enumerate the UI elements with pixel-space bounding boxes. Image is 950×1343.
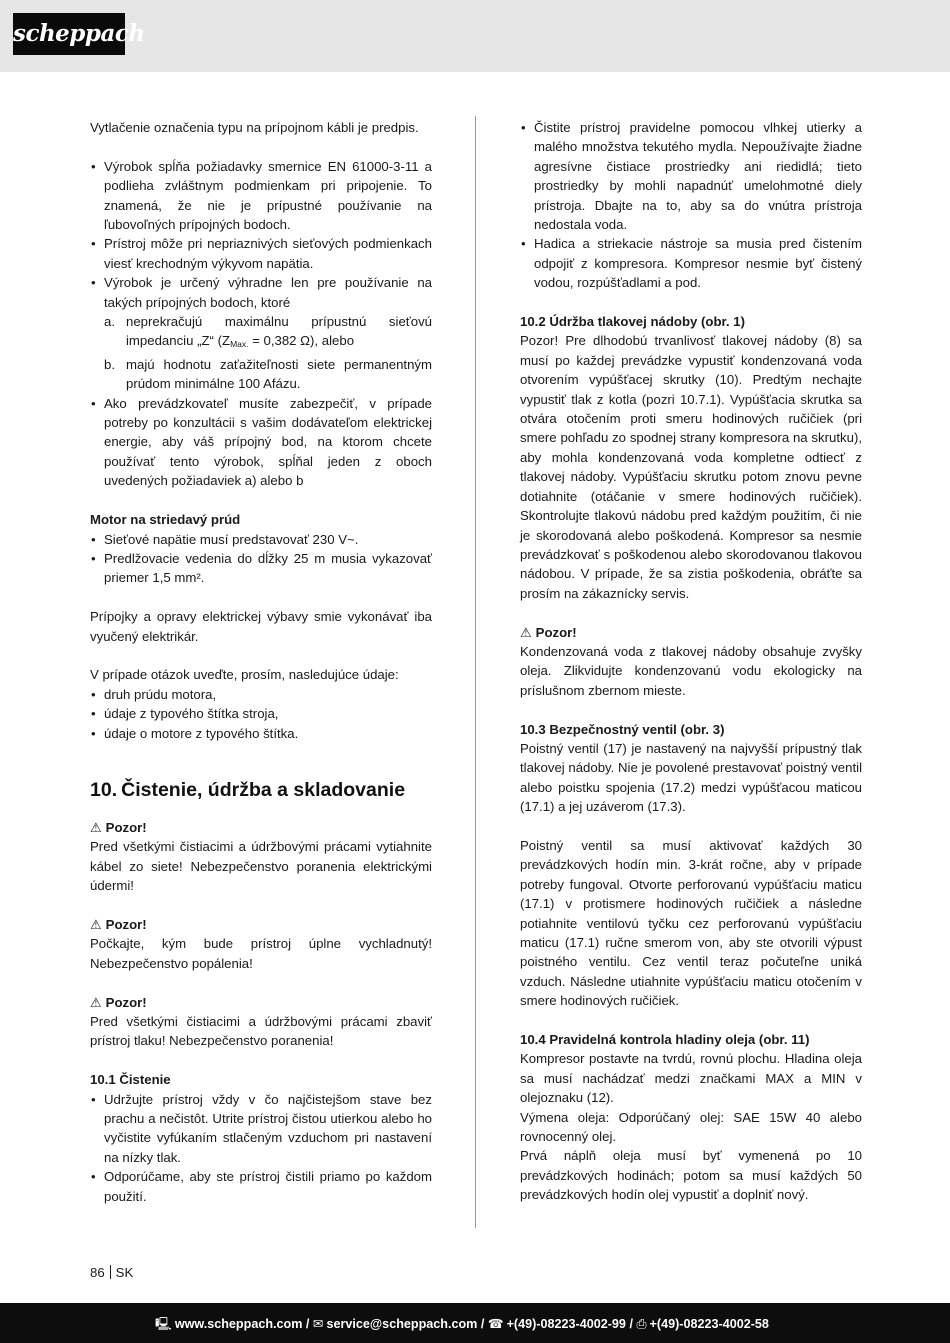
sub-item-a: a. neprekračujú maximálnu prípustnú sieťovú impedanciu „Z“ ($Z_{Max.} = 0,382$ Ω), alebo <box>104 314 432 350</box>
warning-text: Počkajte, kým bude prístroj úplne vychladnutý! Nebezpečenstvo popálenia! <box>90 936 432 971</box>
connections-paragraph: Prípojky a opravy elektrickej výbavy smie vykonávať iba vyučený elektrikár. <box>90 609 432 644</box>
list-item: • Hadica a striekacie nástroje sa musia pred čistením odpojiť z kompresora. Kompresor nesmie byť čistený vodou, rozpúšťadlami a pod. <box>520 234 862 292</box>
oil-paragraph: Prvá náplň oleja musí byť vymenená po 10 prevádzkových hodinách; potom sa musí každých 50 prevádzkových hodín olej vypustiť a doplniť nový. <box>520 1148 862 1203</box>
warning-text: Kondenzovaná voda z tlakovej nádoby obsahuje zvyšky oleja. Zlikvidujte kondenzovanú vodu ekologicky na príslušnom zbernom mieste. <box>520 643 862 698</box>
list-item: • Odporúčame, aby ste prístroj čistili priamo po každom použití. <box>90 1167 432 1206</box>
cleaning-list <box>90 1090 432 1206</box>
sub-item-marker: a. <box>104 314 115 330</box>
warning-title: ⚠ Pozor! <box>90 819 147 835</box>
valve-paragraph: Poistný ventil sa musí aktivovať každých 30 prevádzkových hodín min. 3-krát ročne, aby v prípade potreby fungoval. Otvorte perforovanú vypúšťaciu maticu (17.1) v protismere hodinových ručičiek a následne potiahnite ventilovú tyčku cez perforovanú vypúšťaciu maticu (17.1) ručne smerom von, aby ste otvorili výpust poistného ventilu. Cez ventil teraz počuteľne uniká vzduch. Následne utiahnite vypúšťaciu maticu otočením v smere hodinových ručičiek. <box>520 837 862 1009</box>
warning-title: ⚠ Pozor! <box>90 994 147 1010</box>
page-number: 86 SK <box>90 1265 134 1280</box>
oil-paragraph: Kompresor postavte na tvrdú, rovnú plochu. Hladina oleja sa musí nachádzať medzi značkami MAX a MIN v olejoznaku (12). <box>520 1051 862 1106</box>
sub-item-b: b. majú hodnotu zaťažiteľnosti siete permanentným prúdom minimálne 100 Afázu. <box>104 356 432 392</box>
cleaning-list-continued <box>520 118 862 293</box>
warning-title: ⚠ Pozor! <box>520 624 577 640</box>
list-item: • Udržujte prístroj vždy v čo najčistejšom stave bez prachu a nečistôt. Utrite prístroj čistou utierkou alebo ho vyčistite vyfúkaním stlačeným vzduchom pri nastavení na nízky tlak. <box>90 1090 432 1168</box>
fax-icon: ⎙ <box>636 1317 647 1331</box>
list-item: • Čistite prístroj pravidelne pomocou vlhkej utierky a malého množstva tekutého mydla. Nepoužívajte žiadne agresívne čistiace prostriedky ani riedidlá; tieto prostriedky by mohli napadnúť umelohmotné diely prístroja. Dbajte na to, aby sa do vnútra prístroja nedostala voda. <box>520 118 862 234</box>
right-column <box>520 118 862 1205</box>
sub-item-marker: b. <box>104 356 115 372</box>
column-divider <box>475 116 476 1228</box>
list-item: • údaje z typového štítka stroja, <box>90 704 432 723</box>
list-item: • Prístroj môže pri nepriaznivých sieťových podmienkach viesť krechodným výkyvom napätia. <box>90 234 432 273</box>
oil-heading: 10.4 Pravidelná kontrola hladiny oleja (obr. 11) <box>520 1032 810 1048</box>
warning-text: Pred všetkými čistiacimi a údržbovými prácami vytiahnite kábel zo siete! Nebezpečenstvo poranenia elektrickými údermi! <box>90 839 432 894</box>
list-item: • Výrobok je určený výhradne len pre používanie na takých prípojných bodoch, ktoré <box>90 273 432 312</box>
warning-triangle-icon: ⚠ <box>520 624 532 640</box>
computer-icon: 🖳 <box>155 1317 172 1331</box>
warning-text: Pred všetkými čistiacimi a údržbovými prácami zbaviť prístroj tlaku! Nebezpečenstvo poranenia! <box>90 1013 432 1049</box>
motor-list <box>90 530 432 588</box>
footer-contacts: 🖳 www.scheppach.com / ✉ service@scheppach.com / ☎ +(49)-08223-4002-99 / ⎙ +(49)-08223-4002-58 <box>155 1315 769 1336</box>
tank-heading: 10.2 Údržba tlakovej nádoby (obr. 1) <box>520 314 745 330</box>
questions-intro: V prípade otázok uveďte, prosím, nasledujúce údaje: <box>90 667 399 683</box>
tank-paragraph: Pozor! Pre dlhodobú trvanlivosť tlakovej nádoby (8) sa musí po každej prevádzke vypustiť kondenzovaná voda otvorením vypúšťacej skrutky (10). Predtým nechajte vypustiť tlak z kotla (pozri 10.7.1). Vypúšťacia skrutka sa otvára otočením proti smeru hodinových ručičiek (pri smere pohľadu zo spodnej strany kompresora na skrutku), aby mohla kondenzovaná voda kompletne odtiecť z tlakovej nádoby. Vypúšťaciu skrutku potom znovu pevne dotiahnite (otáčanie v smere hodinových ručičiek). Skontrolujte tlakovú nádobu pred každým použitím, či nie je skorodovaná alebo poškodená. Kompresor sa nesmie prevádzkovať s poškodenou alebo skorodovanou tlakovou nádobou. V prípade, že sa zistia poškodenia, obráťte sa prosím na zákaznícky servis. <box>520 333 862 601</box>
footer-band <box>0 1303 950 1343</box>
list-item: • druh prúdu motora, <box>90 685 432 704</box>
list-item: • Výrobok spĺňa požiadavky smernice EN 61000-3-11 a podlieha zvláštnym podmienkam pri pripojenie. To znamená, že nie je prípustné používanie na ľubovoľných prípojných bodoch. <box>90 157 432 235</box>
warning-triangle-icon: ⚠ <box>90 916 102 932</box>
footer-web[interactable]: www.scheppach.com <box>174 1317 303 1331</box>
header-band <box>0 0 950 72</box>
list-item: • údaje o motore z typového štítka. <box>90 724 432 743</box>
left-column <box>90 118 432 1206</box>
list-item: • Ako prevádzkovateľ musíte zabezpečiť, v prípade potreby po konzultácii s vašim dodávateľom elektrickej energie, aby váš prípojný bod, na ktorom chcete používať tento výrobok, spĺňal jeden z oboch uvedených požiadaviek a) alebo b <box>90 394 432 491</box>
list-item: • Predlžovacie vedenia do dĺžky 25 m musia vykazovať priemer 1,5 mm². <box>90 549 432 588</box>
scheppach-logo: scheppach <box>13 13 125 55</box>
footer-fax: +(49)-08223-4002-58 <box>649 1317 769 1331</box>
phone-icon: ☎ <box>487 1317 504 1331</box>
section-title: 10. Čistenie, údržba a skladovanie <box>90 778 406 801</box>
questions-list <box>90 685 432 743</box>
footer-phone: +(49)-08223-4002-99 <box>506 1317 626 1331</box>
warning-title: ⚠ Pozor! <box>90 916 147 932</box>
warning-triangle-icon: ⚠ <box>90 994 102 1010</box>
oil-paragraph: Výmena oleja: Odporúčaný olej: SAE 15W 40 alebo rovnocenný olej. <box>520 1109 862 1145</box>
mail-icon: ✉ <box>312 1317 324 1331</box>
motor-heading: Motor na striedavý prúd <box>90 512 241 528</box>
warning-triangle-icon: ⚠ <box>90 819 102 835</box>
footer-email[interactable]: service@scheppach.com <box>326 1317 478 1331</box>
intro-paragraph: Vytlačenie označenia typu na prípojnom kábli je predpis. <box>90 120 419 135</box>
list-item: • Sieťové napätie musí predstavovať 230 V~. <box>90 530 432 549</box>
cleaning-heading: 10.1 Čistenie <box>90 1072 171 1088</box>
valve-paragraph: Poistný ventil (17) je nastavený na najvyšší prípustný tlak tlakovej nádoby. Nie je povolené prestavovať poistný ventil alebo poistku spojenia (17.2) medzi vypúšťacou maticou (17.1) a jej uzáverom (17.3). <box>520 740 862 815</box>
requirements-list <box>90 157 432 491</box>
valve-heading: 10.3 Bezpečnostný ventil (obr. 3) <box>520 721 725 737</box>
